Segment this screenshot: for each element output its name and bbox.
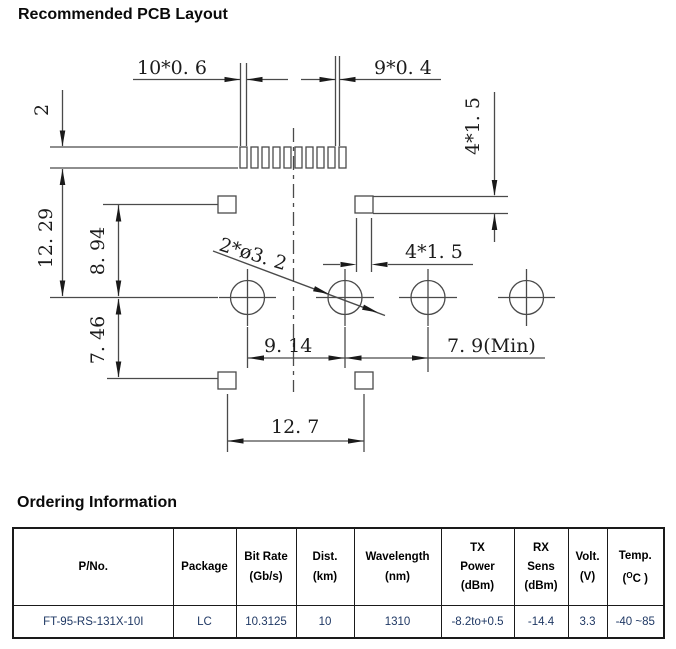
col-header-volt: Volt. (V) <box>568 528 607 606</box>
dim-label-pad-pitch-side: 4*1. 5 <box>462 97 484 155</box>
table-data-row <box>13 606 664 639</box>
cell-wavelength: 1310 <box>354 606 441 639</box>
ordering-information-title: Ordering Information <box>17 494 177 511</box>
cell-package: LC <box>173 606 236 639</box>
board-edge-lines <box>50 147 238 168</box>
dim-label-height-total: 12. 29 <box>35 207 57 269</box>
right-rail-lines <box>373 92 508 242</box>
dim-label-pad-width: 10*0. 6 <box>137 57 207 79</box>
cell-rx-sens: -14.4 <box>514 606 568 639</box>
col-header-dist: Dist. (km) <box>296 528 354 606</box>
col-header-rx-sens: RX Sens (dBm) <box>514 528 568 606</box>
dim-label-pad-gap: 9*0. 4 <box>374 57 432 79</box>
mounting-holes <box>219 269 555 326</box>
cell-bit-rate: 10.3125 <box>236 606 296 639</box>
top-extension-lines <box>241 56 340 146</box>
dim-label-pad-span-bottom: 12. 7 <box>271 416 320 438</box>
col-header-wavelength: Wavelength (nm) <box>354 528 441 606</box>
col-header-temp: Temp. ($^O$C ) <box>607 528 664 606</box>
dim-label-height-upper: 8. 94 <box>87 226 109 276</box>
col-header-package: Package <box>173 528 236 606</box>
col-header-tx-power: TX Power (dBm) <box>441 528 514 606</box>
table-header-row <box>13 528 664 606</box>
dim-label-clearance-min: 7. 9(Min) <box>447 335 536 357</box>
cell-temp: -40 ~85 <box>607 606 664 639</box>
dim-label-height-lower: 7. 46 <box>87 315 109 365</box>
cell-pno: FT-95-RS-131X-10I <box>13 606 173 639</box>
corner-square-pads <box>218 196 373 389</box>
cell-tx-power: -8.2to+0.5 <box>441 606 514 639</box>
dim-label-hole-diameter: 2*ø3. 2 <box>216 233 290 276</box>
col-header-pno: P/No. <box>13 528 173 606</box>
cell-dist: 10 <box>296 606 354 639</box>
dim-label-edge-offset: 2 <box>31 103 53 117</box>
dim-label-hole-span: 9. 14 <box>264 335 313 357</box>
page-title: Recommended PCB Layout <box>18 6 228 23</box>
left-dimension-lines <box>50 90 218 379</box>
ordering-table <box>12 527 665 639</box>
col-header-bit-rate: Bit Rate (Gb/s) <box>236 528 296 606</box>
cell-volt: 3.3 <box>568 606 607 639</box>
dim-label-pad-pitch-bottom: 4*1. 5 <box>405 241 463 263</box>
